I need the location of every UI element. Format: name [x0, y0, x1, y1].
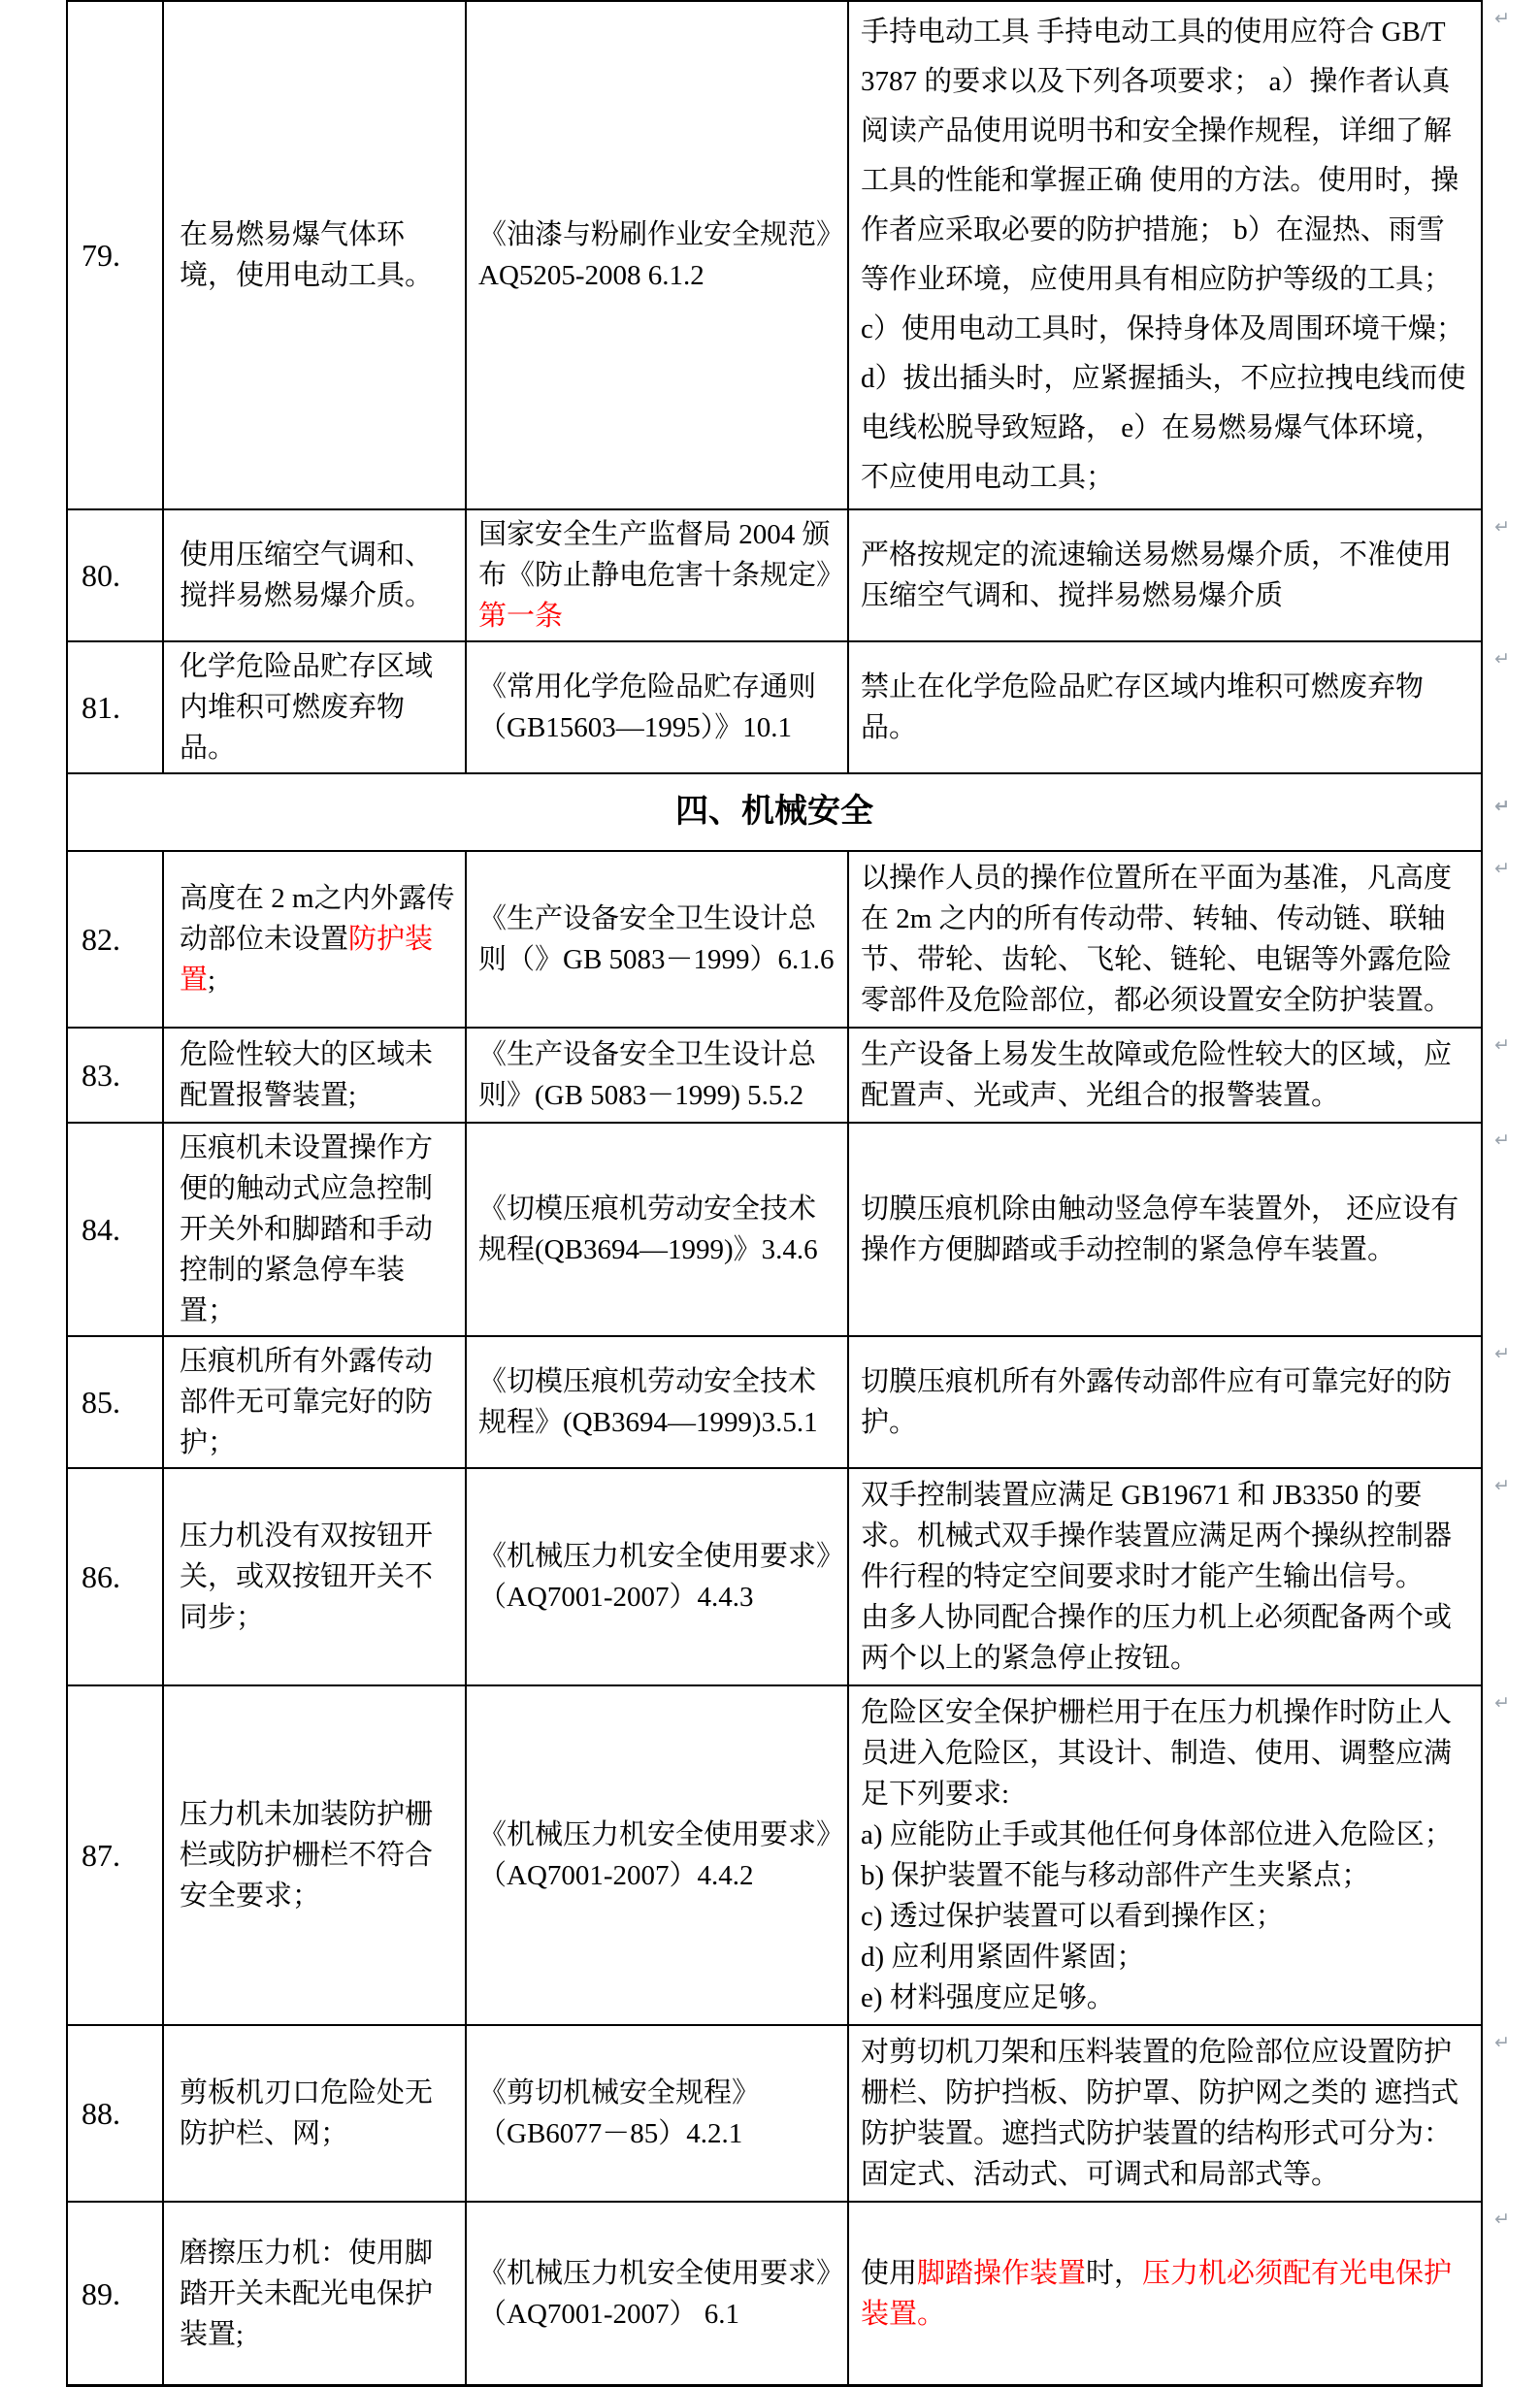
- text-segment: 由多人协同配合操作的压力机上必须配备两个或两个以上的紧急停止按钮。: [861, 1602, 1453, 1674]
- issue-cell: [164, 1469, 467, 1684]
- paragraph-mark-icon: ↵: [1494, 796, 1510, 817]
- paragraph: [861, 1475, 1471, 1597]
- text-segment: 生产设备上易发生故障或危险性较大的区域，应配置声、光或声、光组合的报警装置。: [861, 1039, 1453, 1111]
- paragraph-mark-icon: ↵: [1494, 516, 1510, 538]
- paragraph-mark-icon: ↵: [1494, 858, 1510, 879]
- reference-cell: [467, 2, 849, 508]
- paragraph-mark-icon: ↵: [1494, 8, 1510, 29]
- paragraph: [180, 1128, 455, 1331]
- paragraph: [180, 1034, 455, 1116]
- reference-cell: [467, 852, 849, 1027]
- reference-cell: [467, 2203, 849, 2384]
- paragraph-mark-icon: ↵: [1494, 1034, 1510, 1056]
- text-segment: 双手控制装置应满足 GB19671 和 JB3350 的要求。机械式双手操作装置应满足两个操纵控制器件行程的特定空间要求时才能产生输出信号。: [861, 1480, 1453, 1592]
- row-number-cell: [68, 2026, 164, 2201]
- row-number: 86.: [82, 1559, 120, 1594]
- table-row: [68, 642, 1510, 774]
- safety-inspection-table: [66, 0, 1510, 2387]
- paragraph: [180, 214, 455, 296]
- text-segment: 《机械压力机安全使用要求》（AQ7001-2007）4.4.3: [478, 1541, 831, 1613]
- paragraph: [478, 514, 845, 596]
- text-segment: 磨擦压力机：使用脚踏开关未配光电保护装置;: [180, 2237, 434, 2350]
- row-number: 79.: [82, 238, 120, 273]
- highlighted-text: 防护装置: [180, 924, 434, 996]
- text-segment: d) 应利用紧固件紧固；: [861, 1942, 1145, 1973]
- paragraph: [478, 2253, 839, 2335]
- table-row: [68, 510, 1510, 642]
- paragraph: [478, 1189, 839, 1270]
- row-number-cell: [68, 1686, 164, 2024]
- paragraph: [180, 1794, 455, 1916]
- paragraph: [478, 667, 839, 748]
- requirement-cell: [849, 642, 1510, 772]
- text-segment: e) 材料强度应足够。: [861, 1982, 1115, 2013]
- requirement-cell: [849, 510, 1510, 640]
- row-number-cell: [68, 642, 164, 772]
- reference-cell: [467, 1337, 849, 1467]
- table-row: [68, 2026, 1510, 2203]
- text-segment: 压力机没有双按钮开关，或双按钮开关不同步；: [180, 1520, 434, 1633]
- text-segment: 在易燃易爆气体环境，使用电动工具。: [180, 219, 434, 291]
- text-segment: 《生产设备安全卫生设计总则》(GB 5083－1999) 5.5.2: [478, 1039, 817, 1111]
- text-segment: 压痕机所有外露传动部件无可靠完好的防护；: [180, 1346, 434, 1458]
- requirement-cell: [849, 1469, 1510, 1684]
- text-segment: 手持电动工具 手持电动工具的使用应符合 GB/T 3787 的要求以及下列各项要求； a）操作者认真阅读产品使用说明书和安全操作规程，详细了解工具的性能和掌握正确 使用的方法。使用时，操作者应采取必要的防护措施； b）在湿热、雨雪等作业环境，应使用具有相应防护等级的工具； c）使用电动工具时，保持身体及周围环境干燥； d）拔出插头时，应紧握插头，不应拉拽电线而使电线松脱导致短路， e）在易燃易爆气体环境，不应使用电动工具；: [861, 16, 1466, 493]
- paragraph-mark-icon: ↵: [1494, 1475, 1510, 1496]
- text-segment: 切膜压痕机除由触动竖急停车装置外， 还应设有操作方便脚踏或手动控制的紧急停车装置。: [861, 1194, 1459, 1265]
- table-row: [68, 1029, 1510, 1124]
- paragraph: [478, 1536, 839, 1618]
- issue-cell: [164, 2026, 467, 2201]
- row-number: 85.: [82, 1385, 120, 1420]
- table-row: [68, 1469, 1510, 1686]
- paragraph: [861, 1855, 1471, 1896]
- row-number-cell: [68, 510, 164, 640]
- paragraph: [478, 1361, 839, 1443]
- text-segment: 《机械压力机安全使用要求》（AQ7001-2007） 6.1: [478, 2257, 831, 2330]
- requirement-cell: [849, 1337, 1510, 1467]
- text-segment: 《剪切机械安全规程》（GB6077－85）4.2.1: [478, 2077, 761, 2149]
- row-number-cell: [68, 1337, 164, 1467]
- text-segment: 危险区安全保护栅栏用于在压力机操作时防止人员进入危险区，其设计、制造、使用、调整应满足下列要求:: [861, 1697, 1453, 1810]
- paragraph: [478, 2073, 839, 2154]
- text-segment: 高度在 2 m之内外露传动部位未设置: [180, 883, 455, 955]
- paragraph: [180, 646, 455, 768]
- text-segment: 严格按规定的流速输送易燃易爆介质，不准使用压缩空气调和、搅拌易燃易爆介质: [861, 540, 1453, 611]
- text-segment: a) 应能防止手或其他任何身体部位进入危险区；: [861, 1819, 1453, 1850]
- paragraph: [861, 535, 1471, 616]
- row-number-cell: [68, 1469, 164, 1684]
- row-number-cell: [68, 1124, 164, 1335]
- text-segment: 禁止在化学危险品贮存区域内堆积可燃废弃物品。: [861, 671, 1425, 743]
- row-number: 88.: [82, 2096, 120, 2131]
- highlighted-text: 脚踏操作装置: [917, 2257, 1087, 2289]
- highlighted-text: 压力机必须配有光电保护装置。: [861, 2257, 1453, 2330]
- reference-cell: [467, 642, 849, 772]
- issue-cell: [164, 1124, 467, 1335]
- text-segment: 《生产设备安全卫生设计总则（》GB 5083－1999）6.1.6: [478, 903, 835, 975]
- paragraph: [478, 214, 839, 296]
- paragraph: [180, 1516, 455, 1638]
- paragraph: [861, 667, 1471, 748]
- text-segment: c) 透过保护装置可以看到操作区；: [861, 1901, 1284, 1932]
- paragraph: [180, 2073, 455, 2154]
- paragraph: [478, 1034, 839, 1116]
- paragraph: [180, 535, 455, 616]
- text-segment: 对剪切机刀架和压料装置的危险部位应设置防护栅栏、防护挡板、防护罩、防护网之类的 遮挡式防护装置。遮挡式防护装置的结构形式可分为：固定式、活动式、可调式和局部式等。: [861, 2037, 1459, 2190]
- row-number-cell: [68, 2, 164, 508]
- paragraph: [861, 2032, 1471, 2195]
- table-row: [68, 852, 1510, 1029]
- text-segment: 时，: [1086, 2257, 1143, 2289]
- paragraph-mark-icon: ↵: [1494, 1343, 1510, 1364]
- paragraph: [180, 1341, 455, 1463]
- paragraph: [180, 2233, 455, 2355]
- reference-cell: [467, 2026, 849, 2201]
- reference-cell: [467, 1469, 849, 1684]
- paragraph: [861, 1937, 1471, 1978]
- section-header-cell: [68, 774, 1510, 850]
- issue-cell: [164, 1337, 467, 1467]
- row-number: 80.: [82, 558, 120, 593]
- issue-cell: [164, 510, 467, 640]
- paragraph: [861, 1978, 1471, 2018]
- text-segment: 压力机未加装防护栅栏或防护栅栏不符合安全要求；: [180, 1799, 434, 1912]
- table-row: [68, 1686, 1510, 2026]
- text-segment: 国家安全生产监督局 2004 颁布《防止静电危害十条规定》: [478, 519, 845, 591]
- row-number: 87.: [82, 1838, 120, 1873]
- text-segment: 使用: [861, 2257, 918, 2289]
- text-segment: 危险性较大的区域未配置报警装置;: [180, 1039, 434, 1111]
- text-segment: 《切模压痕机劳动安全技术规程》(QB3694—1999)3.5.1: [478, 1366, 818, 1438]
- text-segment: 《油漆与粉刷作业安全规范》AQ5205-2008 6.1.2: [478, 219, 831, 291]
- paragraph: [861, 2253, 1471, 2335]
- row-number-cell: [68, 2203, 164, 2384]
- requirement-cell: [849, 2, 1510, 508]
- reference-cell: [467, 1029, 849, 1122]
- highlighted-text: 第一条: [478, 601, 564, 632]
- reference-cell: [467, 1124, 849, 1335]
- requirement-cell: [849, 2026, 1510, 2201]
- table-row: [68, 2, 1510, 510]
- paragraph: [478, 596, 839, 637]
- row-number-cell: [68, 852, 164, 1027]
- paragraph-mark-icon: ↵: [1494, 1129, 1510, 1151]
- paragraph: [861, 1692, 1471, 1815]
- section-header-row: [68, 774, 1510, 852]
- issue-cell: [164, 1686, 467, 2024]
- requirement-cell: [849, 852, 1510, 1027]
- requirement-cell: [849, 1124, 1510, 1335]
- paragraph-mark-icon: ↵: [1494, 648, 1510, 670]
- row-number: 81.: [82, 690, 120, 725]
- paragraph: [478, 1815, 839, 1896]
- text-segment: 切膜压痕机所有外露传动部件应有可靠完好的防护。: [861, 1366, 1453, 1438]
- text-segment: 化学危险品贮存区域内堆积可燃废弃物品。: [180, 651, 434, 764]
- text-segment: ;: [208, 965, 216, 996]
- issue-cell: [164, 2203, 467, 2384]
- row-number: 83.: [82, 1058, 120, 1093]
- table-row: [68, 1337, 1510, 1469]
- paragraph: [861, 1189, 1471, 1270]
- paragraph: [861, 1896, 1471, 1937]
- section-title: 四、机械安全: [675, 794, 873, 830]
- paragraph: [861, 1815, 1471, 1855]
- paragraph: [478, 899, 839, 980]
- text-segment: 使用压缩空气调和、搅拌易燃易爆介质。: [180, 540, 434, 611]
- paragraph: [861, 1597, 1471, 1679]
- paragraph: [861, 1361, 1471, 1443]
- paragraph: [861, 1034, 1471, 1116]
- table-row: [68, 1124, 1510, 1337]
- requirement-cell: [849, 1029, 1510, 1122]
- text-segment: 以操作人员的操作位置所在平面为基准，凡高度在 2m 之内的所有传动带、转轴、传动链、联轴节、带轮、齿轮、飞轮、链轮、电锯等外露危险零部件及危险部位，都必须设置安全防护装置。: [861, 863, 1453, 1016]
- issue-cell: [164, 2, 467, 508]
- paragraph: [861, 858, 1471, 1021]
- paragraph-mark-icon: ↵: [1494, 1692, 1510, 1714]
- requirement-cell: [849, 1686, 1510, 2024]
- row-number-cell: [68, 1029, 164, 1122]
- row-number: 89.: [82, 2275, 120, 2311]
- paragraph: [180, 878, 455, 1000]
- reference-cell: [467, 510, 849, 640]
- text-segment: 压痕机未设置操作方便的触动式应急控制开关外和脚踏和手动控制的紧急停车装置；: [180, 1132, 434, 1326]
- paragraph: [861, 8, 1471, 503]
- paragraph-mark-icon: ↵: [1494, 2208, 1510, 2230]
- issue-cell: [164, 852, 467, 1027]
- text-segment: b) 保护装置不能与移动部件产生夹紧点；: [861, 1860, 1370, 1891]
- requirement-cell: [849, 2203, 1510, 2384]
- issue-cell: [164, 1029, 467, 1122]
- paragraph-mark-icon: ↵: [1494, 2032, 1510, 2053]
- text-segment: 《切模压痕机劳动安全技术规程(QB3694—1999)》3.4.6: [478, 1194, 818, 1265]
- row-number: 82.: [82, 922, 120, 957]
- text-segment: 《常用化学危险品贮存通则（GB15603—1995）》10.1: [478, 671, 817, 743]
- reference-cell: [467, 1686, 849, 2024]
- table-row: [68, 2203, 1510, 2384]
- text-segment: 剪板机刃口危险处无防护栏、网；: [180, 2077, 434, 2149]
- text-segment: 《机械压力机安全使用要求》（AQ7001-2007）4.4.2: [478, 1819, 831, 1891]
- row-number: 84.: [82, 1212, 120, 1247]
- issue-cell: [164, 642, 467, 772]
